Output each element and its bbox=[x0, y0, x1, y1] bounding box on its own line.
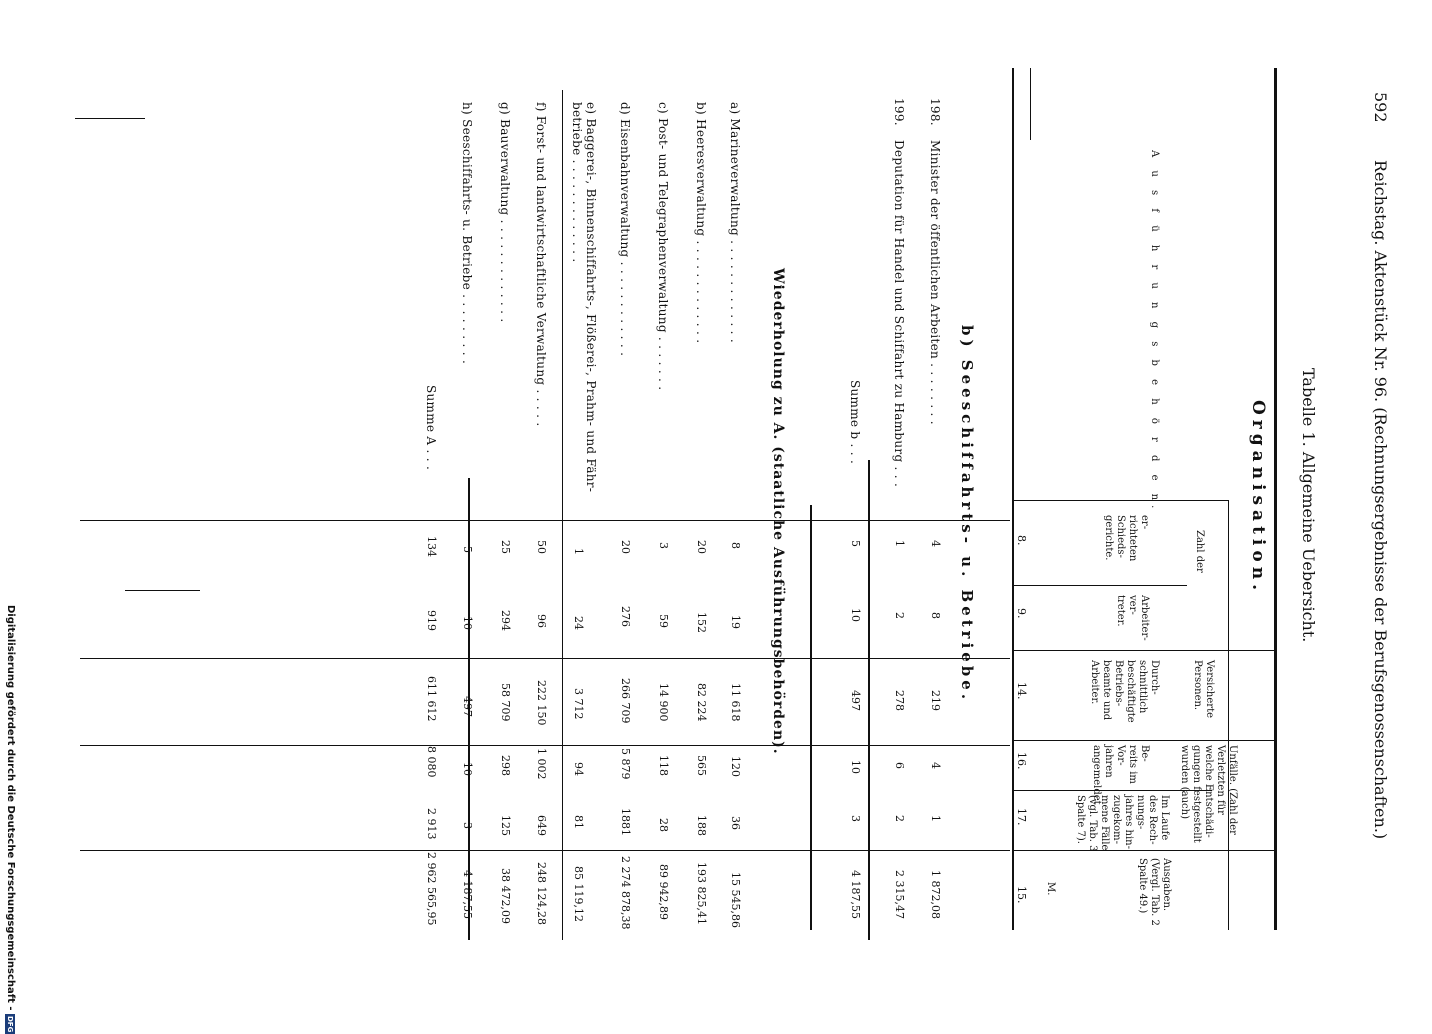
row-number: 198. bbox=[928, 98, 942, 126]
cell-c15: 85 119,12 bbox=[572, 866, 585, 922]
section-b-title: b) Seeschiffahrts- u. Betriebe. bbox=[958, 325, 976, 704]
cell-c9: 8 bbox=[929, 612, 942, 619]
cell-c8: 8 bbox=[729, 542, 742, 549]
cell-c15: 38 472,09 bbox=[499, 868, 512, 924]
cell-c14: 3 712 bbox=[572, 688, 585, 720]
part-title: Organisation. bbox=[1248, 400, 1268, 595]
col-rule bbox=[1012, 650, 1274, 651]
cell-c17: 3 bbox=[461, 822, 474, 829]
table-title: Tabelle 1. Allgemeine Uebersicht. bbox=[1299, 368, 1318, 643]
col-rule bbox=[1012, 585, 1187, 586]
page-number: 592 bbox=[1371, 92, 1390, 123]
cell-c17: 28 bbox=[657, 818, 670, 832]
cell-c15: 15 545,86 bbox=[729, 872, 742, 928]
cell-c9: 10 bbox=[461, 616, 474, 630]
row-label: h) Seeschiffahrts- u. Betriebe . . . . . . . . . bbox=[460, 102, 474, 365]
col-17-header: Im Laufe des Rech- nungs- jahres hin- zugekom- mene Fälle (vgl. Tab. 3 Spalte 7). bbox=[1075, 795, 1170, 852]
col-rule bbox=[1012, 500, 1228, 501]
cell-c14: 278 bbox=[893, 690, 906, 711]
col-15-header: M. bbox=[1045, 882, 1056, 896]
cell-c16: 118 bbox=[657, 755, 670, 776]
cell-c17: 125 bbox=[499, 815, 512, 836]
cell-c15: 2 962 565,95 bbox=[425, 852, 438, 926]
row-label: a) Marineverwaltung . . . . . . . . . . . . . bbox=[728, 102, 742, 344]
cell-c17: 2 bbox=[893, 815, 906, 822]
body-col-rule bbox=[80, 658, 1010, 659]
cell-c8: 20 bbox=[695, 540, 708, 554]
section-b-bottom-rule bbox=[810, 505, 812, 930]
cell-c16: 8 080 bbox=[425, 746, 438, 778]
cell-c16: 10 bbox=[461, 762, 474, 776]
cell-c16: 4 bbox=[929, 762, 942, 769]
col-14-header: Durch- schnittlich beschäftigte Betriebs- beamte und Arbeiter. bbox=[1089, 660, 1160, 723]
cell-c15: 248 124,28 bbox=[535, 862, 548, 925]
cell-c17: 188 bbox=[695, 815, 708, 836]
row-label: c) Post- und Telegraphenverwaltung . . . . . . . bbox=[656, 102, 670, 391]
dfg-logo: DFG bbox=[6, 1016, 14, 1033]
rule bbox=[75, 118, 145, 119]
cell-c17: 1881 bbox=[619, 808, 632, 836]
digitization-credit: Digitalisierung gefördert durch die Deutsche Forschungsgemeinschaft - DFG bbox=[5, 605, 16, 1033]
cell-c16: 565 bbox=[695, 755, 708, 776]
running-head: Reichstag. Aktenstück Nr. 96. (Rechnungsergebnisse der Berufsgenossenschaften.) bbox=[1371, 160, 1390, 840]
cell-c9: 2 bbox=[893, 612, 906, 619]
cell-c8: 25 bbox=[499, 540, 512, 554]
cell-c14: 219 bbox=[929, 690, 942, 711]
col-rule bbox=[1012, 740, 1274, 741]
sum-label: Summe b . . . bbox=[848, 380, 862, 465]
cell-c14: 14 900 bbox=[657, 683, 670, 722]
col-number: 9. bbox=[1015, 608, 1028, 619]
row-rule bbox=[562, 90, 563, 940]
cell-c15: 4 187,55 bbox=[461, 870, 474, 919]
col-8-header: er- richteten Schieds- gerichte. bbox=[1103, 515, 1150, 562]
cell-c9: 919 bbox=[425, 610, 438, 631]
sum-b-rule bbox=[868, 460, 870, 940]
cell-c14: 497 bbox=[849, 690, 862, 711]
row-label: e) Baggerei-, Binnenschiffahrts-, Flößerei-, Prahm- und Fähr- betriebe . . . . . . . . . . . . . bbox=[570, 102, 598, 493]
row-number: 199. bbox=[892, 98, 906, 126]
body-col-rule bbox=[80, 850, 1010, 851]
row-label: b) Heeresverwaltung . . . . . . . . . . . . . bbox=[694, 102, 708, 344]
cell-c15: 1 872,08 bbox=[929, 870, 942, 919]
cell-c9: 152 bbox=[695, 612, 708, 633]
cell-c8: 5 bbox=[461, 546, 474, 553]
col-number: 15. bbox=[1015, 886, 1028, 904]
cell-c14: 497 bbox=[461, 696, 474, 717]
cell-c9: 10 bbox=[849, 608, 862, 622]
cell-c16: 10 bbox=[849, 760, 862, 774]
col-number: 16. bbox=[1015, 752, 1028, 770]
col-9-header: Arbeiter- ver- treter. bbox=[1115, 595, 1150, 641]
cell-c14: 58 709 bbox=[499, 683, 512, 722]
col-number: 8. bbox=[1015, 535, 1028, 546]
row-label: Minister der öffentlichen Arbeiten . . . . . . . . bbox=[928, 140, 942, 425]
cell-c15: 2 274 878,38 bbox=[619, 856, 632, 930]
rule bbox=[125, 590, 200, 591]
cell-c14: 222 150 bbox=[535, 680, 548, 726]
cell-c8: 134 bbox=[425, 536, 438, 557]
col-number-rule bbox=[1030, 68, 1031, 140]
header-bottom-rule bbox=[1012, 68, 1014, 930]
table-top-rule bbox=[1274, 68, 1277, 930]
body-col-rule bbox=[80, 520, 1010, 521]
cell-c14: 611 612 bbox=[425, 676, 438, 722]
cell-c9: 19 bbox=[729, 615, 742, 629]
row-label: Deputation für Handel und Schiffahrt zu Hamburg . . . bbox=[892, 140, 906, 488]
group-zahl: Zahl der bbox=[1194, 530, 1205, 573]
row-label: g) Bauverwaltung . . . . . . . . . . . . . bbox=[498, 102, 512, 323]
cell-c17: 36 bbox=[729, 816, 742, 830]
cell-c8: 3 bbox=[657, 542, 670, 549]
cell-c16: 120 bbox=[729, 756, 742, 777]
cell-c15: 193 825,41 bbox=[695, 862, 708, 925]
cell-c8: 5 bbox=[849, 540, 862, 547]
section-a-title: Wiederholung zu A. (staatliche Ausführungsbehörden). bbox=[770, 268, 786, 755]
header-group-rule bbox=[1228, 500, 1229, 930]
cell-c15: 4 187,55 bbox=[849, 870, 862, 919]
rule bbox=[140, 850, 210, 851]
col-16-header: Be- reits im Vor- jahren angemeldet bbox=[1091, 745, 1150, 805]
col-number: 17. bbox=[1015, 808, 1028, 826]
cell-c9: 24 bbox=[572, 616, 585, 630]
cell-c8: 20 bbox=[619, 540, 632, 554]
cell-c9: 294 bbox=[499, 610, 512, 631]
group-versicherte: Versicherte Personen. bbox=[1192, 660, 1215, 719]
cell-c17: 1 bbox=[929, 815, 942, 822]
cell-c14: 266 709 bbox=[619, 678, 632, 724]
cell-c16: 5 879 bbox=[619, 748, 632, 780]
cell-c16: 1 002 bbox=[535, 748, 548, 780]
cell-c17: 3 bbox=[849, 815, 862, 822]
cell-c17: 2 913 bbox=[425, 808, 438, 840]
cell-c15: 2 315,47 bbox=[893, 870, 906, 919]
cell-c9: 276 bbox=[619, 606, 632, 627]
group-ausgaben: Ausgaben. (Vergl. Tab. 2 Spalte 49.) bbox=[1137, 858, 1172, 926]
cell-c14: 82 224 bbox=[695, 683, 708, 722]
cell-c8: 50 bbox=[535, 540, 548, 554]
cell-c8: 1 bbox=[572, 548, 585, 555]
sum-label: Summe A . . . bbox=[424, 385, 438, 471]
cell-c15: 89 942,89 bbox=[657, 864, 670, 920]
cell-c8: 1 bbox=[893, 540, 906, 547]
row-label: f) Forst- und landwirtschaftliche Verwaltung . . . . . bbox=[534, 102, 548, 427]
body-col-rule bbox=[80, 745, 1010, 746]
stub-header: A u s f ü h r u n g s b e h ö r d e n. bbox=[1149, 150, 1160, 514]
group-unfaelle: Unfälle. (Zahl der Verletzten für welche Entschädi- gungen festgestellt wurden (auch) bbox=[1179, 745, 1238, 843]
cell-c17: 81 bbox=[572, 815, 585, 829]
cell-c9: 96 bbox=[535, 614, 548, 628]
cell-c16: 6 bbox=[893, 762, 906, 769]
cell-c16: 298 bbox=[499, 755, 512, 776]
cell-c16: 94 bbox=[572, 762, 585, 776]
row-label: d) Eisenbahnverwaltung . . . . . . . . . . . . bbox=[618, 102, 632, 357]
cell-c14: 11 618 bbox=[729, 683, 742, 722]
cell-c17: 649 bbox=[535, 815, 548, 836]
col-number: 14. bbox=[1015, 682, 1028, 700]
cell-c9: 59 bbox=[657, 614, 670, 628]
cell-c8: 4 bbox=[929, 540, 942, 547]
